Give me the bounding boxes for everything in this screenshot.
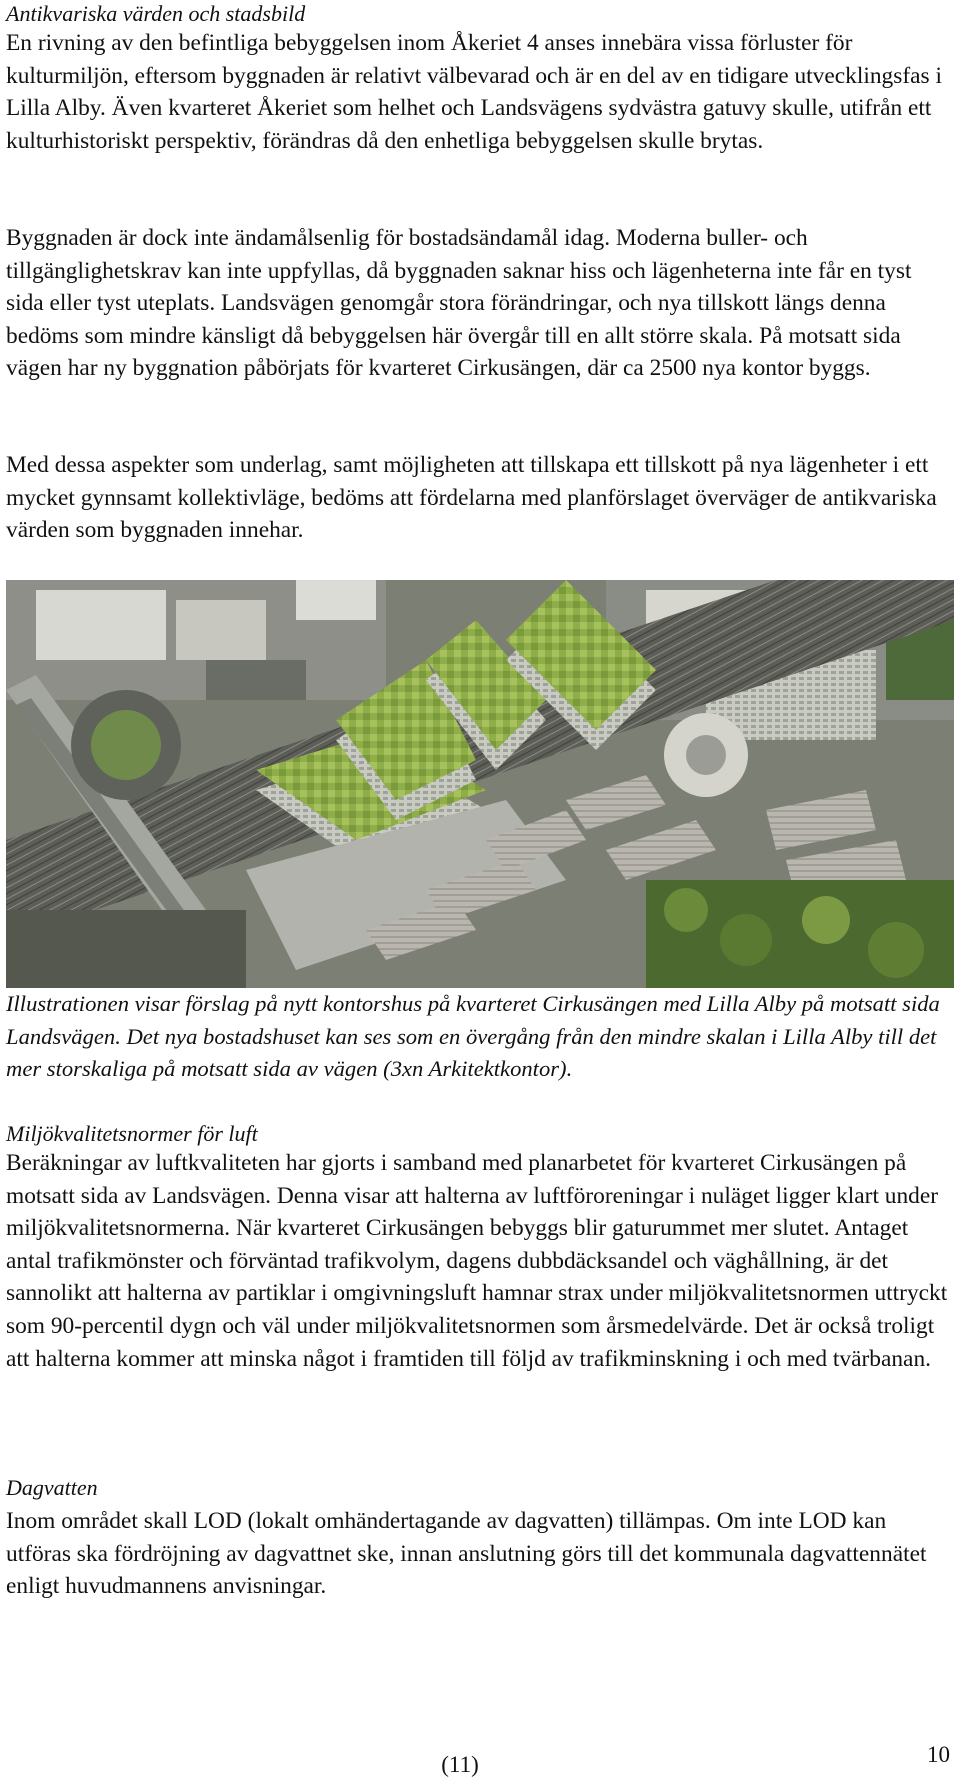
paragraph-heritage-2: Byggnaden är dock inte ändamålsenlig för bostadsändamål idag. Moderna buller- och tillgänglighetskrav kan inte uppfyllas, då byggnaden saknar hiss och lägenheterna inte får en tyst sida eller tyst uteplats. Landsvägen genomgår stora förändringar, och nya tillskott längs denna bedöms som mindre känsligt då bebyggelsen här övergår till en allt större skala. På motsatt sida vägen har ny byggnation påbörjats för kvarteret Cirkusängen, där ca 2500 nya kontor byggs. <box>6 225 912 382</box>
heading-heritage: Antikvariska värden och stadsbild <box>6 1 306 26</box>
paragraph-stormwater: Inom området skall LOD (lokalt omhändertagande av dagvatten) tillämpas. Om inte LOD kan utföras ska fördröjning av dagvattnet ske, innan anslutning görs till det kommunala dagvattennätet enligt huvudmannens anvisningar. <box>6 1508 927 1600</box>
image-caption: Illustrationen visar förslag på nytt kontorshus på kvarteret Cirkusängen med Lilla Alby på motsatt sida Landsvägen. Det nya bostadshuset kan ses som en övergång från den mindre skalan i Lilla Alby till det mer storskaliga på motsatt sida av vägen (3xn Arkitektkontor). <box>6 991 940 1082</box>
page-number: 10 <box>927 1742 950 1767</box>
aerial-illustration-image <box>6 580 954 988</box>
page-label: (11) <box>441 1752 479 1777</box>
heading-stormwater: Dagvatten <box>6 1475 98 1500</box>
paragraph-air-quality: Beräkningar av luftkvaliteten har gjorts i samband med planarbetet för kvarteret Cirkusängen på motsatt sida av Landsvägen. Denna visar att halterna av luftföroreningar i nuläget ligger klart under miljökvalitetsnormerna. När kvarteret Cirkusängen bebyggs blir gaturummet mer slutet. Antaget antal trafikmönster och förväntad trafikvolym, dagens dubbdäcksandel och väghållning, är det sannolikt att halterna av partiklar i omgivningsluft hamnar strax under miljökvalitetsnormen uttryckt som 90-percentil dygn och väl under miljökvalitetsnormen som årsmedelvärde. Det är också troligt att halterna kommer att minska något i framtiden till följd av trafikminskning i och med tvärbanan. <box>6 1150 948 1372</box>
paragraph-heritage-3: Med dessa aspekter som underlag, samt möjligheten att tillskapa ett tillskott på nya lägenheter i ett mycket gynnsamt kollektivläge, bedöms att fördelarna med planförslaget överväger de antikvariska värden som byggnaden innehar. <box>6 452 937 544</box>
heading-air-quality: Miljökvalitetsnormer för luft <box>6 1121 258 1146</box>
paragraph-heritage-1: En rivning av den befintliga bebyggelsen inom Åkeriet 4 anses innebära vissa förluster för kulturmiljön, eftersom byggnaden är relativt välbevarad och är en del av en tidigare utvecklingsfas i Lilla Alby. Även kvarteret Åkeriet som helhet och Landsvägens sydvästra gatuvy skulle, utifrån ett kulturhistoriskt perspektiv, förändras då den enhetliga bebyggelsen skulle brytas. <box>6 30 942 154</box>
